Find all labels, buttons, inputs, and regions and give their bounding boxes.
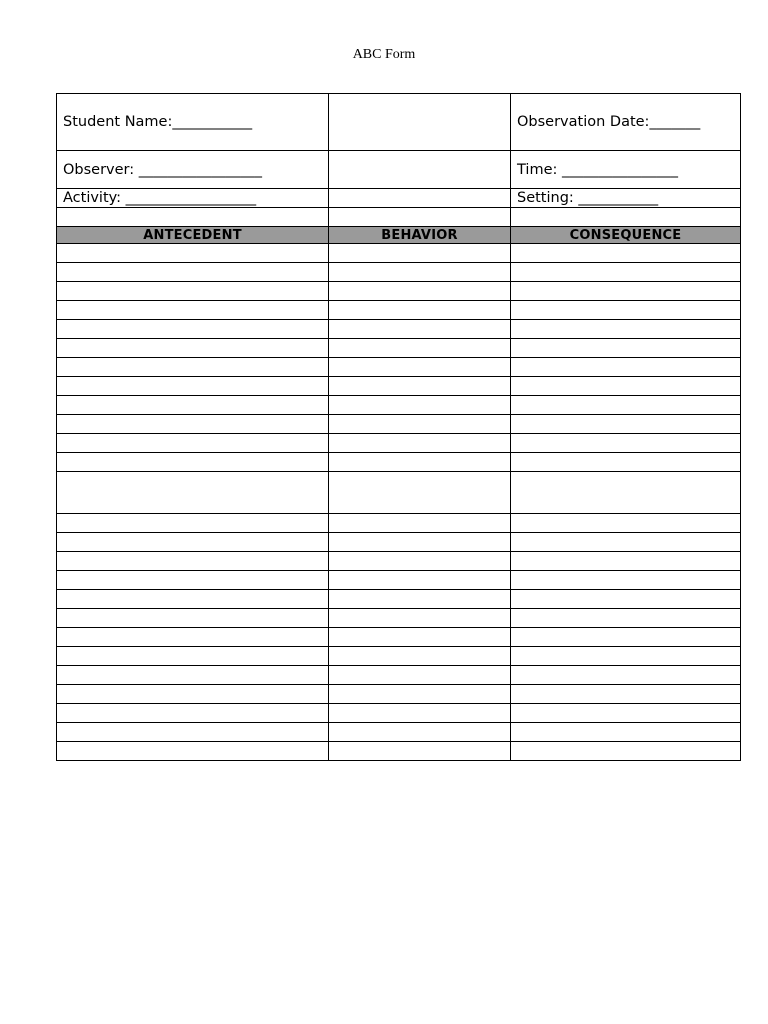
consequence-cell[interactable]	[511, 666, 741, 685]
abc-form-table	[56, 93, 741, 761]
consequence-cell[interactable]	[511, 244, 741, 263]
antecedent-cell[interactable]	[57, 666, 329, 685]
behavior-cell[interactable]	[329, 685, 511, 704]
table-row	[57, 647, 741, 666]
antecedent-cell[interactable]	[57, 301, 329, 320]
antecedent-cell[interactable]	[57, 358, 329, 377]
consequence-cell[interactable]	[511, 704, 741, 723]
antecedent-cell[interactable]	[57, 339, 329, 358]
info-row-observer	[57, 151, 741, 189]
info-spacer-cell	[329, 94, 511, 151]
blank-cell	[57, 208, 329, 227]
antecedent-cell[interactable]	[57, 434, 329, 453]
consequence-cell[interactable]	[511, 647, 741, 666]
consequence-cell[interactable]	[511, 742, 741, 761]
table-row	[57, 723, 741, 742]
antecedent-cell[interactable]	[57, 377, 329, 396]
antecedent-cell[interactable]	[57, 533, 329, 552]
consequence-cell[interactable]	[511, 472, 741, 514]
behavior-cell[interactable]	[329, 590, 511, 609]
behavior-cell[interactable]	[329, 571, 511, 590]
table-row	[57, 571, 741, 590]
behavior-cell[interactable]	[329, 377, 511, 396]
antecedent-cell[interactable]	[57, 244, 329, 263]
consequence-cell[interactable]	[511, 552, 741, 571]
consequence-cell[interactable]	[511, 723, 741, 742]
antecedent-cell[interactable]	[57, 571, 329, 590]
antecedent-cell[interactable]	[57, 704, 329, 723]
consequence-cell[interactable]	[511, 358, 741, 377]
table-row	[57, 453, 741, 472]
antecedent-cell[interactable]	[57, 647, 329, 666]
consequence-cell[interactable]	[511, 320, 741, 339]
behavior-header: BEHAVIOR	[329, 227, 511, 244]
consequence-cell[interactable]	[511, 571, 741, 590]
antecedent-cell[interactable]	[57, 742, 329, 761]
table-row	[57, 434, 741, 453]
table-row	[57, 320, 741, 339]
table-row	[57, 339, 741, 358]
behavior-cell[interactable]	[329, 301, 511, 320]
table-row	[57, 358, 741, 377]
behavior-cell[interactable]	[329, 666, 511, 685]
behavior-cell[interactable]	[329, 415, 511, 434]
consequence-cell[interactable]	[511, 609, 741, 628]
student-name-field[interactable]: Student Name:___________	[57, 94, 329, 151]
column-header-row	[57, 227, 741, 244]
observation-date-field[interactable]: Observation Date:_______	[511, 94, 741, 151]
behavior-cell[interactable]	[329, 320, 511, 339]
behavior-cell[interactable]	[329, 434, 511, 453]
antecedent-header: ANTECEDENT	[57, 227, 329, 244]
table-row	[57, 377, 741, 396]
antecedent-cell[interactable]	[57, 514, 329, 533]
info-row-student	[57, 94, 741, 151]
behavior-cell[interactable]	[329, 704, 511, 723]
antecedent-cell[interactable]	[57, 685, 329, 704]
antecedent-cell[interactable]	[57, 453, 329, 472]
table-row	[57, 609, 741, 628]
consequence-cell[interactable]	[511, 415, 741, 434]
antecedent-cell[interactable]	[57, 723, 329, 742]
table-row	[57, 533, 741, 552]
blank-row	[57, 208, 741, 227]
antecedent-cell[interactable]	[57, 609, 329, 628]
behavior-cell[interactable]	[329, 723, 511, 742]
table-row	[57, 666, 741, 685]
behavior-cell[interactable]	[329, 453, 511, 472]
behavior-cell[interactable]	[329, 282, 511, 301]
behavior-cell[interactable]	[329, 263, 511, 282]
antecedent-cell[interactable]	[57, 415, 329, 434]
consequence-cell[interactable]	[511, 434, 741, 453]
antecedent-cell[interactable]	[57, 552, 329, 571]
behavior-cell[interactable]	[329, 628, 511, 647]
behavior-cell[interactable]	[329, 742, 511, 761]
behavior-cell[interactable]	[329, 358, 511, 377]
page-title: ABC Form	[352, 47, 416, 62]
behavior-cell[interactable]	[329, 609, 511, 628]
consequence-cell[interactable]	[511, 282, 741, 301]
behavior-cell[interactable]	[329, 244, 511, 263]
consequence-cell[interactable]	[511, 514, 741, 533]
table-row	[57, 415, 741, 434]
behavior-cell[interactable]	[329, 514, 511, 533]
behavior-cell[interactable]	[329, 339, 511, 358]
table-row	[57, 590, 741, 609]
table-row	[57, 514, 741, 533]
consequence-cell[interactable]	[511, 628, 741, 647]
table-row	[57, 472, 741, 514]
time-field[interactable]: Time: ________________	[511, 151, 741, 189]
table-row	[57, 628, 741, 647]
behavior-cell[interactable]	[329, 552, 511, 571]
table-row	[57, 552, 741, 571]
consequence-cell[interactable]	[511, 339, 741, 358]
consequence-cell[interactable]	[511, 263, 741, 282]
table-row	[57, 685, 741, 704]
table-row	[57, 282, 741, 301]
info-spacer-cell	[329, 151, 511, 189]
table-row	[57, 396, 741, 415]
antecedent-cell[interactable]	[57, 320, 329, 339]
info-row-activity	[57, 189, 741, 208]
consequence-cell[interactable]	[511, 453, 741, 472]
info-spacer-cell	[329, 189, 511, 208]
consequence-header: CONSEQUENCE	[511, 227, 741, 244]
table-row	[57, 742, 741, 761]
antecedent-cell[interactable]	[57, 590, 329, 609]
setting-field[interactable]: Setting: ___________	[511, 189, 741, 208]
consequence-cell[interactable]	[511, 533, 741, 552]
blank-cell	[511, 208, 741, 227]
behavior-cell[interactable]	[329, 396, 511, 415]
behavior-cell[interactable]	[329, 533, 511, 552]
antecedent-cell[interactable]	[57, 628, 329, 647]
table-row	[57, 263, 741, 282]
consequence-cell[interactable]	[511, 590, 741, 609]
table-row	[57, 301, 741, 320]
behavior-cell[interactable]	[329, 472, 511, 514]
antecedent-cell[interactable]	[57, 472, 329, 514]
observer-field[interactable]: Observer: _________________	[57, 151, 329, 189]
consequence-cell[interactable]	[511, 301, 741, 320]
antecedent-cell[interactable]	[57, 282, 329, 301]
consequence-cell[interactable]	[511, 685, 741, 704]
activity-field[interactable]: Activity: __________________	[57, 189, 329, 208]
table-row	[57, 704, 741, 723]
behavior-cell[interactable]	[329, 647, 511, 666]
consequence-cell[interactable]	[511, 377, 741, 396]
table-row	[57, 244, 741, 263]
antecedent-cell[interactable]	[57, 263, 329, 282]
antecedent-cell[interactable]	[57, 396, 329, 415]
blank-cell	[329, 208, 511, 227]
consequence-cell[interactable]	[511, 396, 741, 415]
